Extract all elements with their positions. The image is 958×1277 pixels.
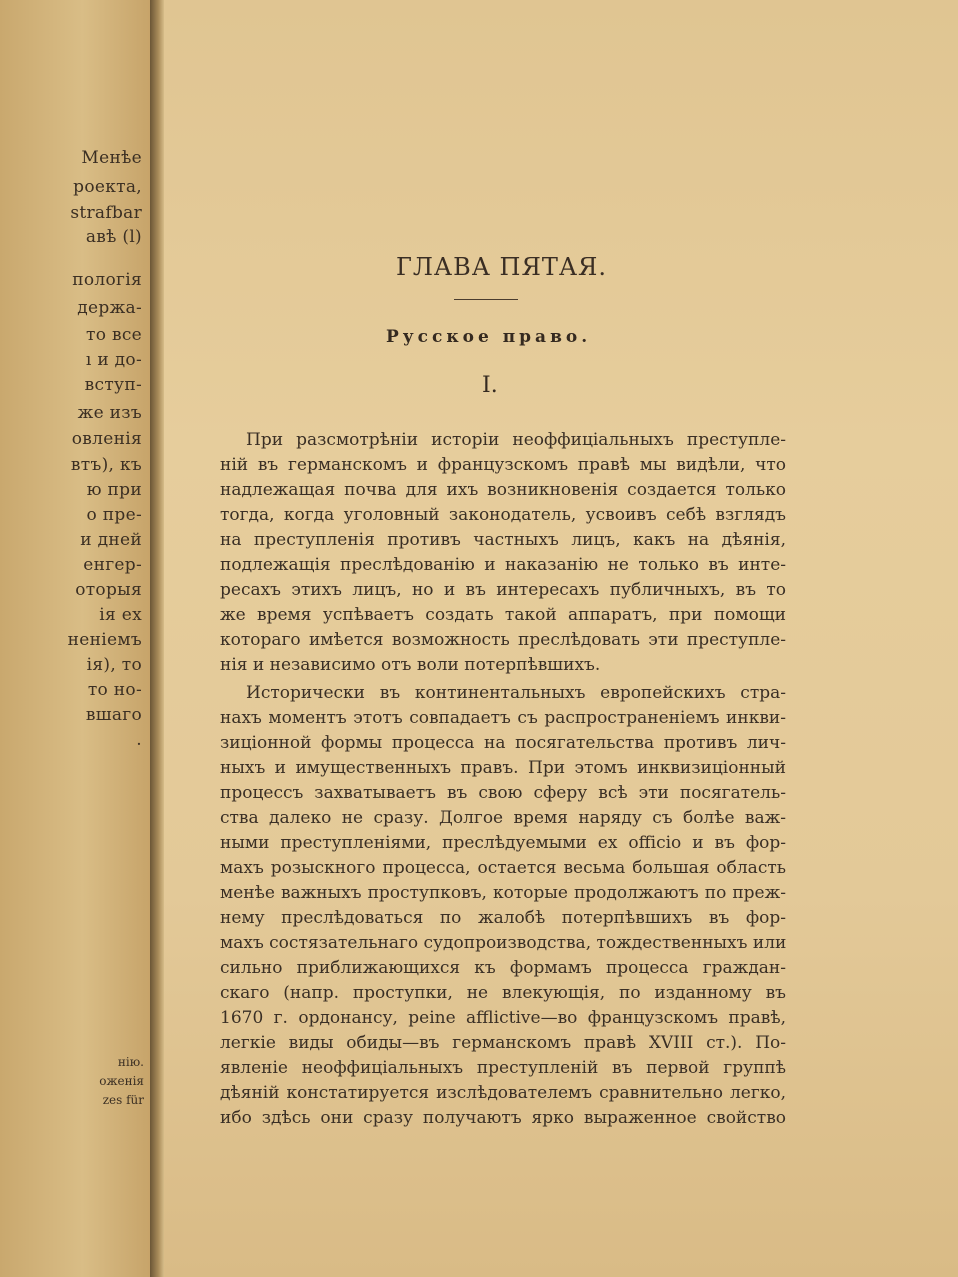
left-page-line: то все xyxy=(86,325,142,345)
body-line: махъ розыскного процесса, остается весьма большая область xyxy=(220,858,786,878)
body-line: ными преступленіями, преслѣдуемыми ex officio и въ фор- xyxy=(220,833,786,853)
left-page-line: о пре- xyxy=(86,505,142,525)
body-line: нія и независимо отъ воли потерпѣвшихъ. xyxy=(220,655,601,675)
body-line: махъ состязательнаго судопроизводства, тождественныхъ или xyxy=(220,933,786,953)
body-line: нему преслѣдоваться по жалобѣ потерпѣвшихъ въ фор- xyxy=(220,908,786,928)
body-line: 1670 г. ордонансу, peine afflictive—во французскомъ правѣ, xyxy=(220,1008,786,1028)
body-line: ресахъ этихъ лицъ, но и въ интересахъ публичныхъ, въ то xyxy=(220,580,786,600)
body-line: тогда, когда уголовный законодатель, усвоивъ себѣ взглядъ xyxy=(220,505,786,525)
body-line: сильно приближающихся къ формамъ процесса граждан- xyxy=(220,958,786,978)
body-line: Исторически въ континентальныхъ европейскихъ стра- xyxy=(246,683,786,703)
section-title: Русское право. xyxy=(386,327,592,347)
left-page-line: то но- xyxy=(87,680,142,700)
left-page-line: ю при xyxy=(86,480,142,500)
body-line: процессъ захватываетъ въ свою сферу всѣ эти посягатель- xyxy=(220,783,786,803)
body-line: менѣе важныхъ проступковъ, которые продолжаютъ по преж- xyxy=(220,883,786,903)
body-line: явленіе неоффиціальныхъ преступленій въ первой группѣ xyxy=(220,1058,786,1078)
left-page-line: же изъ xyxy=(77,403,142,423)
left-page-line: пологія xyxy=(72,270,142,290)
body-line: нахъ моментъ этотъ совпадаетъ съ распространеніемъ инкви- xyxy=(220,708,786,728)
left-page-line: енгер- xyxy=(83,555,142,575)
body-line: ибо здѣсь они сразу получаютъ ярко выраженное свойство xyxy=(220,1108,786,1128)
left-page-line: и дней xyxy=(80,530,142,550)
body-line: подлежащія преслѣдованію и наказанію не только въ инте- xyxy=(220,555,786,575)
left-page-line: овленія xyxy=(71,429,142,449)
title-divider xyxy=(454,299,518,300)
body-line: При разсмотрѣніи исторіи неоффиціальныхъ преступле- xyxy=(246,430,786,450)
left-page-footnote: zes für xyxy=(102,1093,144,1107)
left-page-line: ія), то xyxy=(86,655,142,675)
body-line: скаго (напр. проступки, не влекующія, по изданному въ xyxy=(220,983,786,1003)
left-page-line: авѣ (l) xyxy=(85,227,142,247)
left-page-line: ія ex xyxy=(99,605,142,625)
left-page-line: ı и до- xyxy=(85,350,142,370)
body-line: надлежащая почва для ихъ возникновенія создается только xyxy=(220,480,786,500)
left-page-line: strafbar xyxy=(70,203,142,223)
body-line: на преступленія противъ частныхъ лицъ, какъ на дѣянія, xyxy=(220,530,786,550)
left-page-line: вшаго xyxy=(85,705,142,725)
left-page-line: Менѣе xyxy=(81,148,142,168)
right-page xyxy=(164,0,958,1277)
left-page-line: вступ- xyxy=(84,375,142,395)
left-page-line: роекта, xyxy=(73,177,142,197)
left-page-line: втъ), къ xyxy=(70,455,142,475)
body-line: ныхъ и имущественныхъ правъ. При этомъ инквизиціонный xyxy=(220,758,786,778)
body-line: же время успѣваетъ создать такой аппаратъ, при помощи xyxy=(220,605,786,625)
left-page-line: оторыя xyxy=(75,580,142,600)
chapter-title: ГЛАВА ПЯТАЯ. xyxy=(396,253,608,281)
body-line: ній въ германскомъ и французскомъ правѣ мы видѣли, что xyxy=(220,455,786,475)
left-page-line: ненiемъ xyxy=(67,630,142,650)
left-page-line: держа- xyxy=(77,298,142,318)
body-line: дѣяній констатируется изслѣдователемъ сравнительно легко, xyxy=(220,1083,786,1103)
left-page-footnote: оженія xyxy=(99,1074,144,1088)
left-page xyxy=(0,0,150,1277)
body-line: ства далеко не сразу. Долгое время наряду съ болѣе важ- xyxy=(220,808,786,828)
left-page-line: . xyxy=(136,730,142,750)
book-gutter xyxy=(150,0,164,1277)
body-line: легкіе виды обиды—въ германскомъ правѣ XVIII ст.). По- xyxy=(220,1033,786,1053)
left-page-footnote: нію. xyxy=(117,1055,144,1069)
section-number: I. xyxy=(482,373,498,398)
body-line: котораго имѣется возможность преслѣдовать эти преступле- xyxy=(220,630,786,650)
body-line: зиціонной формы процесса на посягательства противъ лич- xyxy=(220,733,786,753)
